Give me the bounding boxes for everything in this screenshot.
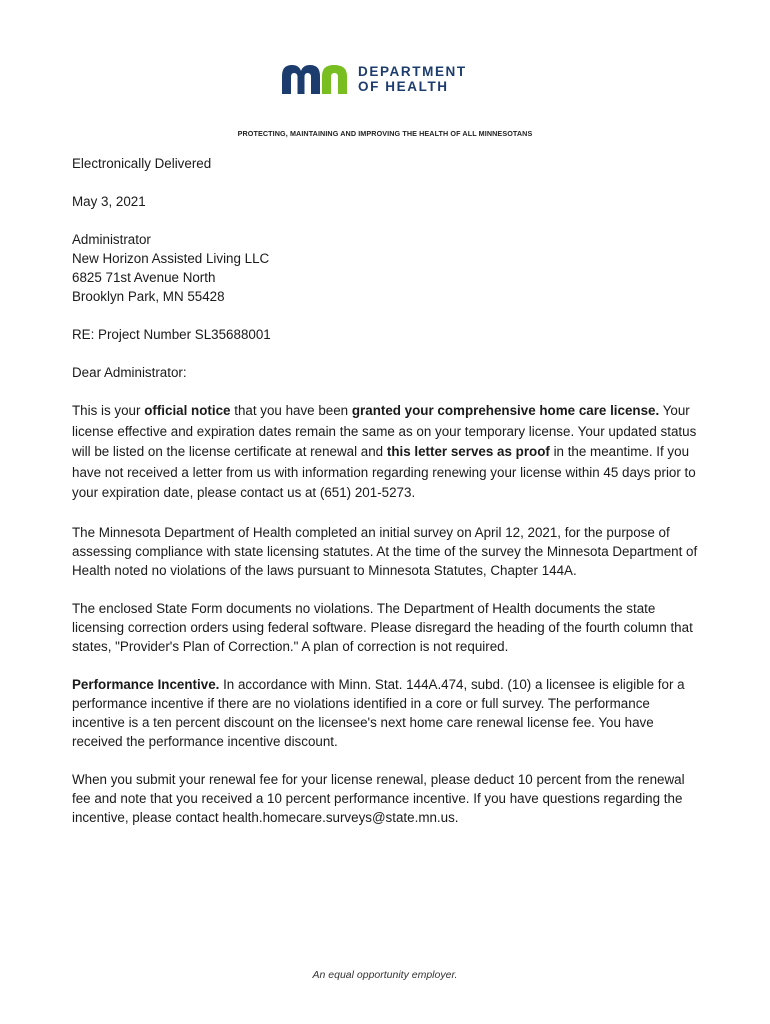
paragraph-performance-incentive [72,675,704,751]
recipient-address [72,230,704,306]
mdh-logo [280,62,467,96]
p1-text-a: This is your [72,403,145,418]
mn-logo-icon [280,62,350,96]
recipient-street: 6825 71st Avenue North [72,270,216,285]
p1-letter-proof: this letter serves as proof [386,444,550,459]
paragraph-state-form: The enclosed State Form documents no violations. The Department of Health documents the state licensing correction orders using federal software. Please disregard the heading of the fourth column that states, "Provider's Plan of Correction." A plan of correction is not required. [72,600,693,654]
paragraph-survey: The Minnesota Department of Health completed an initial survey on April 12, 2021, for the purpose of assessing compliance with state licensing statutes. At the time of the survey the Minnesota Department of Health noted no violations of the laws pursuant to Minnesota Statutes, Chapter 144A. [72,524,698,578]
footer-equal-opportunity: An equal opportunity employer. [312,969,458,981]
paragraph-renewal-fee: When you submit your renewal fee for your license renewal, please deduct 10 percent from the renewal fee and note that you received a 10 percent performance incentive. If you have questions regarding the incentive, please contact health.homecare.surveys@state.mn.us. [72,771,685,825]
delivery-method: Electronically Delivered [72,156,212,171]
logo-line-1: DEPARTMENT [358,64,467,79]
recipient-title: Administrator [72,232,151,247]
p1-text-e: Your license effective and expiration dates remain the same as on your temporary license. Your updated status will be listed on the license certificate at renewal and [72,403,697,459]
incentive-text: In accordance with Minn. Stat. 144A.474, subd. (10) a licensee is eligible for a performance incentive if there are no violations identified in a core or full survey. The performance incentive is a ten percent discount on the licensee's next home care renewal license fee. You have received the performance incentive discount. [72,676,685,749]
letter-body [72,154,704,827]
logo-wordmark [358,64,467,94]
tagline: PROTECTING, MAINTAINING AND IMPROVING THE HEALTH OF ALL MINNESOTANS [237,129,533,138]
p1-text-g: in the meantime. If you have not received a letter from us with information regarding renewing your license within 45 days prior to your expiration date, please contact us at (651) 201-5273. [72,444,696,500]
recipient-city: Brooklyn Park, MN 55428 [72,289,225,304]
paragraph-license-notice [72,401,704,504]
recipient-org: New Horizon Assisted Living LLC [72,251,270,266]
p1-official-notice: official notice [144,403,231,418]
p1-text-c: that you have been [230,403,352,418]
incentive-heading: Performance Incentive. [72,676,220,692]
logo-line-2: OF HEALTH [358,79,449,94]
reference-line: RE: Project Number SL35688001 [72,327,271,342]
p1-granted-license: granted your comprehensive home care license. [351,403,660,418]
salutation: Dear Administrator: [72,365,187,380]
letter-date: May 3, 2021 [72,194,146,209]
